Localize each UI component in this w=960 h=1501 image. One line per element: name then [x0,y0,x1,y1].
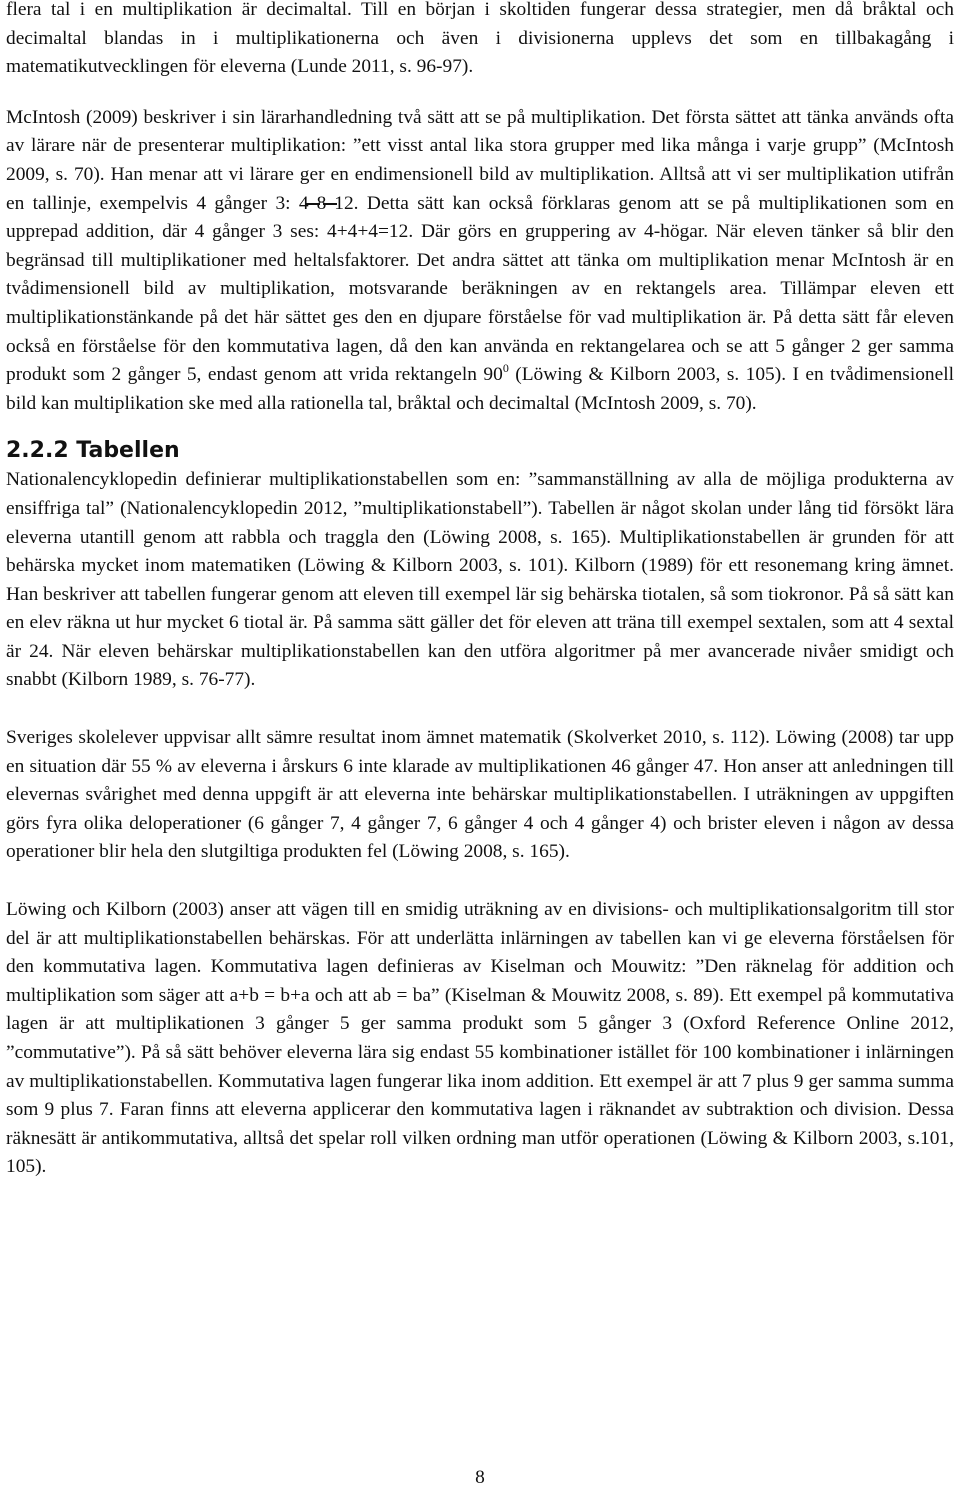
number-line-value-12: 12 [334,192,354,214]
paragraph-tabellen: Nationalencyklopedin definierar multiplikationstabellen som en: ”sammanställning av alla de möjliga produkterna av ensiffriga tal” (Nationalencyklopedin 2012, ”multiplikationstabell”). Tabellen är något skolan under lång tid försökt lära eleverna utantill genom att rabbla och traggla den (Löwing 2008, s. 165). Multiplikationstabellen är grunden för att behärska mycket inom matematiken (Löwing & Kilborn 2003, s. 101). Kilborn (1989) för ett resonemang kring ämnet. Han beskriver att tabellen fungerar genom att eleven till exempel lär sig behärska tiotalen, så som tiokronor. På så sätt kan en elev räkna ut hur mycket 6 tiotal är. På samma sätt gäller det för eleven att träna till exempel sextalen, som att 4 sextal är 24. När eleven behärskar multiplikationstabellen kan den utföra algoritmer på mer avancerade nivåer smidigt och snabbt (Kilborn 1989, s. 76-77). [6,469,954,691]
paragraph-kommutativa: Löwing och Kilborn (2003) anser att vägen till en smidig uträkning av en divisions- och multiplikationsalgoritm till stor del är att multiplikationstabellen behärskas. För att underlätta inlärningen av tabellen kan vi ge eleverna förståelsen för den kommutativa lagen. Kommutativa lagen definieras av Kiselman och Mouwitz: ”Den räknelag för addition och multiplikation som säger att a+b = b+a och att ab = ba” (Kiselman & Mouwitz 2008, s. 89). Ett exempel på kommutativa lagen är att multiplikationen 3 gånger 5 ger samma produkt som 5 gånger 3 (Oxford Reference Online 2012, ”commutative”). På så sätt behöver eleverna lära sig endast 55 kombinationer istället för 100 kombinationer i inlärningen av multiplikationstabellen. Kommutativa lagen fungerar lika inom addition. Ett exempel är att 7 plus 9 ger samma summa som 9 plus 7. Faran finns att eleverna applicerar den kommutativa lagen i räknandet av subtraktion och division. Dessa räknesätt är antikommutativa, alltså det spelar roll vilken ordning man utför operationen (Löwing & Kilborn 2003, s.101, 105). [6,899,954,1178]
paragraph-mcintosh-part-2: . Detta sätt kan också förklaras genom att se på multiplikationen som en upprepad addition, där 4 gånger 3 ses: 4+4+4=12. Där görs en gruppering av 4-högar. När eleven tänker så blir den begränsad till multiplikationer med heltalsfaktorer. Det andra sättet att tänka om multiplikation menar McIntosh är en tvådimensionell bild av multiplikation, motsvarande beräkningen av en rektangels area. Tillämpar eleven ett multiplikationstänkande på det här sättet ges den en djupare förståelse för vad multiplikation är. På detta sätt får eleven också en förståelse för den kommutativa lagen, då den kan använda en rektangelarea och se att 5 gånger 2 ger samma produkt som 2 gånger 5, endast genom att vrida rektangeln 90 [6,192,954,386]
degree-superscript: 0 [502,361,509,376]
number-line-value-8: 8 [316,192,327,214]
paragraph-skolelever: Sveriges skolelever uppvisar allt sämre resultat inom ämnet matematik (Skolverket 2010, s. 112). Löwing (2008) tar upp en situation där 55 % av eleverna i årskurs 6 inte klarade av multiplikationen 46 gånger 47. Hon anser att anledningen till elevernas svårighet med denna uppgift är att eleverna inte behärskar multiplikationstabellen. I uträkningen av uppgiften görs fyra olika deloperationer (6 gånger 7, 4 gånger 7, 6 gånger 4 och 4 gånger 4) och brister eleven i någon av dessa operationer blir hela den slutgiltiga produkten fel (Löwing 2008, s. 165). [6,727,954,863]
number-line-value-4: 4 [298,192,309,214]
document-page [6,0,954,1182]
paragraph-mcintosh-part-3: (Löwing & Kilborn 2003, s. 105). I en tvådimensionell bild kan multiplikation ske med alla rationella tal, bråktal och decimaltal (McIntosh 2009, s. 70). [6,364,954,414]
paragraph-lunde: flera tal i en multiplikation är decimaltal. Till en början i skoltiden fungerar dessa strategier, men då bråktal och decimaltal blandas in i multiplikationerna och även i divisionerna upplevs det som en tillbakagång i matematikutvecklingen för eleverna (Lunde 2011, s. 96-97). [6,0,954,78]
section-heading: 2.2.2 Tabellen [6,438,180,464]
number-line-figure [299,190,354,219]
paragraph-mcintosh [6,104,954,419]
paragraph-mcintosh-part-1: McIntosh (2009) beskriver i sin lärarhandledning två sätt att se på multiplikation. Det första sättet att tänka används ofta av lärare när de presenterar multiplikation: ”ett visst antal lika stora grupper med lika många i varje grupp” (McIntosh 2009, s. 70). Han menar att vi lärare ger en endimensionell bild av multiplikation. Alltså att vi ser multiplikation utifrån en tallinje, exempelvis 4 gånger 3: [6,106,954,214]
page-number: 8 [475,1467,485,1488]
